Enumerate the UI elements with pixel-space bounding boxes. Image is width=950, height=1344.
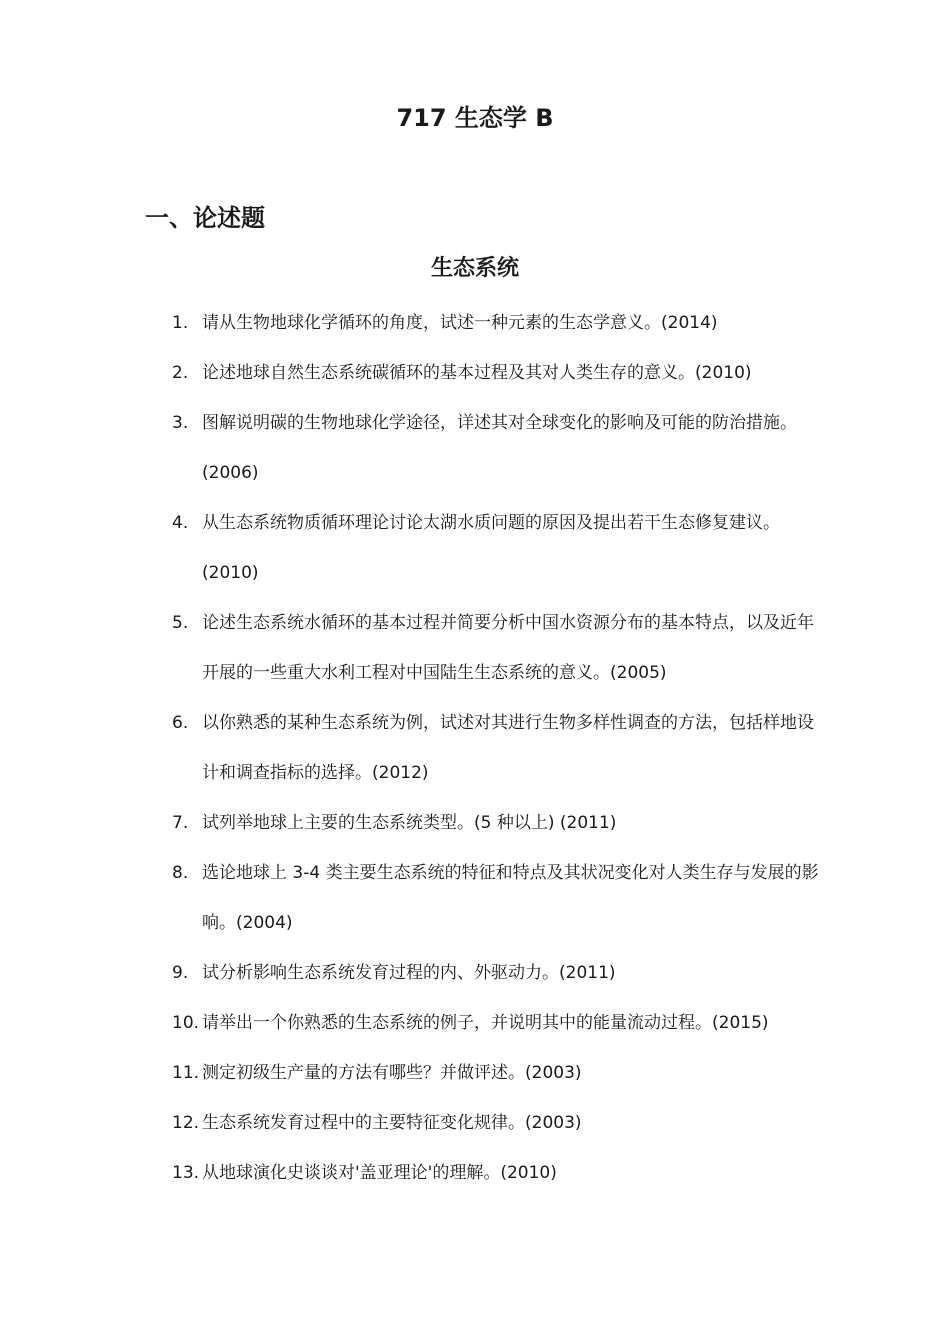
question-number: 7. [172,813,189,833]
question-number: 10. [172,1013,200,1033]
question-text: 图解说明碳的生物地球化学途径，详述其对全球变化的影响及可能的防治措施。(2006) [202,413,797,483]
question-text: 测定初级生产量的方法有哪些？并做评述。(2003) [202,1063,582,1083]
document-title: 717 生态学 B [396,104,554,132]
question-number: 12. [172,1113,200,1133]
question-item [172,348,822,398]
question-item [172,1048,822,1098]
question-number: 8. [172,863,189,883]
question-text: 从地球演化史谈谈对'盖亚理论'的理解。(2010) [202,1163,557,1183]
question-item [172,798,822,848]
question-text: 选论地球上 3-4 类主要生态系统的特征和特点及其状况变化对人类生存与发展的影响。(2004) [202,863,819,933]
question-number: 9. [172,963,189,983]
question-list [172,298,822,1198]
question-number: 11. [172,1063,200,1083]
question-number: 13. [172,1163,200,1183]
question-text: 试列举地球上主要的生态系统类型。(5 种以上) (2011) [202,813,617,833]
question-item [172,398,822,498]
question-item [172,1148,822,1198]
question-text: 请举出一个你熟悉的生态系统的例子，并说明其中的能量流动过程。(2015) [202,1013,769,1033]
question-number: 2. [172,363,189,383]
question-number: 5. [172,613,189,633]
question-text: 论述地球自然生态系统碳循环的基本过程及其对人类生存的意义。(2010) [202,363,752,383]
question-item [172,698,822,798]
question-number: 1. [172,313,189,333]
question-number: 6. [172,713,189,733]
question-text: 论述生态系统水循环的基本过程并简要分析中国水资源分布的基本特点，以及近年开展的一些重大水利工程对中国陆生生态系统的意义。(2005) [202,613,814,683]
question-item [172,848,822,948]
question-item [172,998,822,1048]
question-item [172,298,822,348]
question-item [172,498,822,598]
question-number: 3. [172,413,189,433]
section-heading: 一、论述题 [145,204,265,232]
question-text: 请从生物地球化学循环的角度，试述一种元素的生态学意义。(2014) [202,313,718,333]
question-text: 试分析影响生态系统发育过程的内、外驱动力。(2011) [202,963,616,983]
subsection-heading: 生态系统 [430,256,519,281]
question-text: 生态系统发育过程中的主要特征变化规律。(2003) [202,1113,582,1133]
question-item [172,948,822,998]
question-text: 从生态系统物质循环理论讨论太湖水质问题的原因及提出若干生态修复建议。(2010) [202,513,780,583]
question-text: 以你熟悉的某种生态系统为例，试述对其进行生物多样性调查的方法，包括样地设计和调查指标的选择。(2012) [202,713,814,783]
question-item [172,1098,822,1148]
question-item [172,598,822,698]
question-number: 4. [172,513,189,533]
